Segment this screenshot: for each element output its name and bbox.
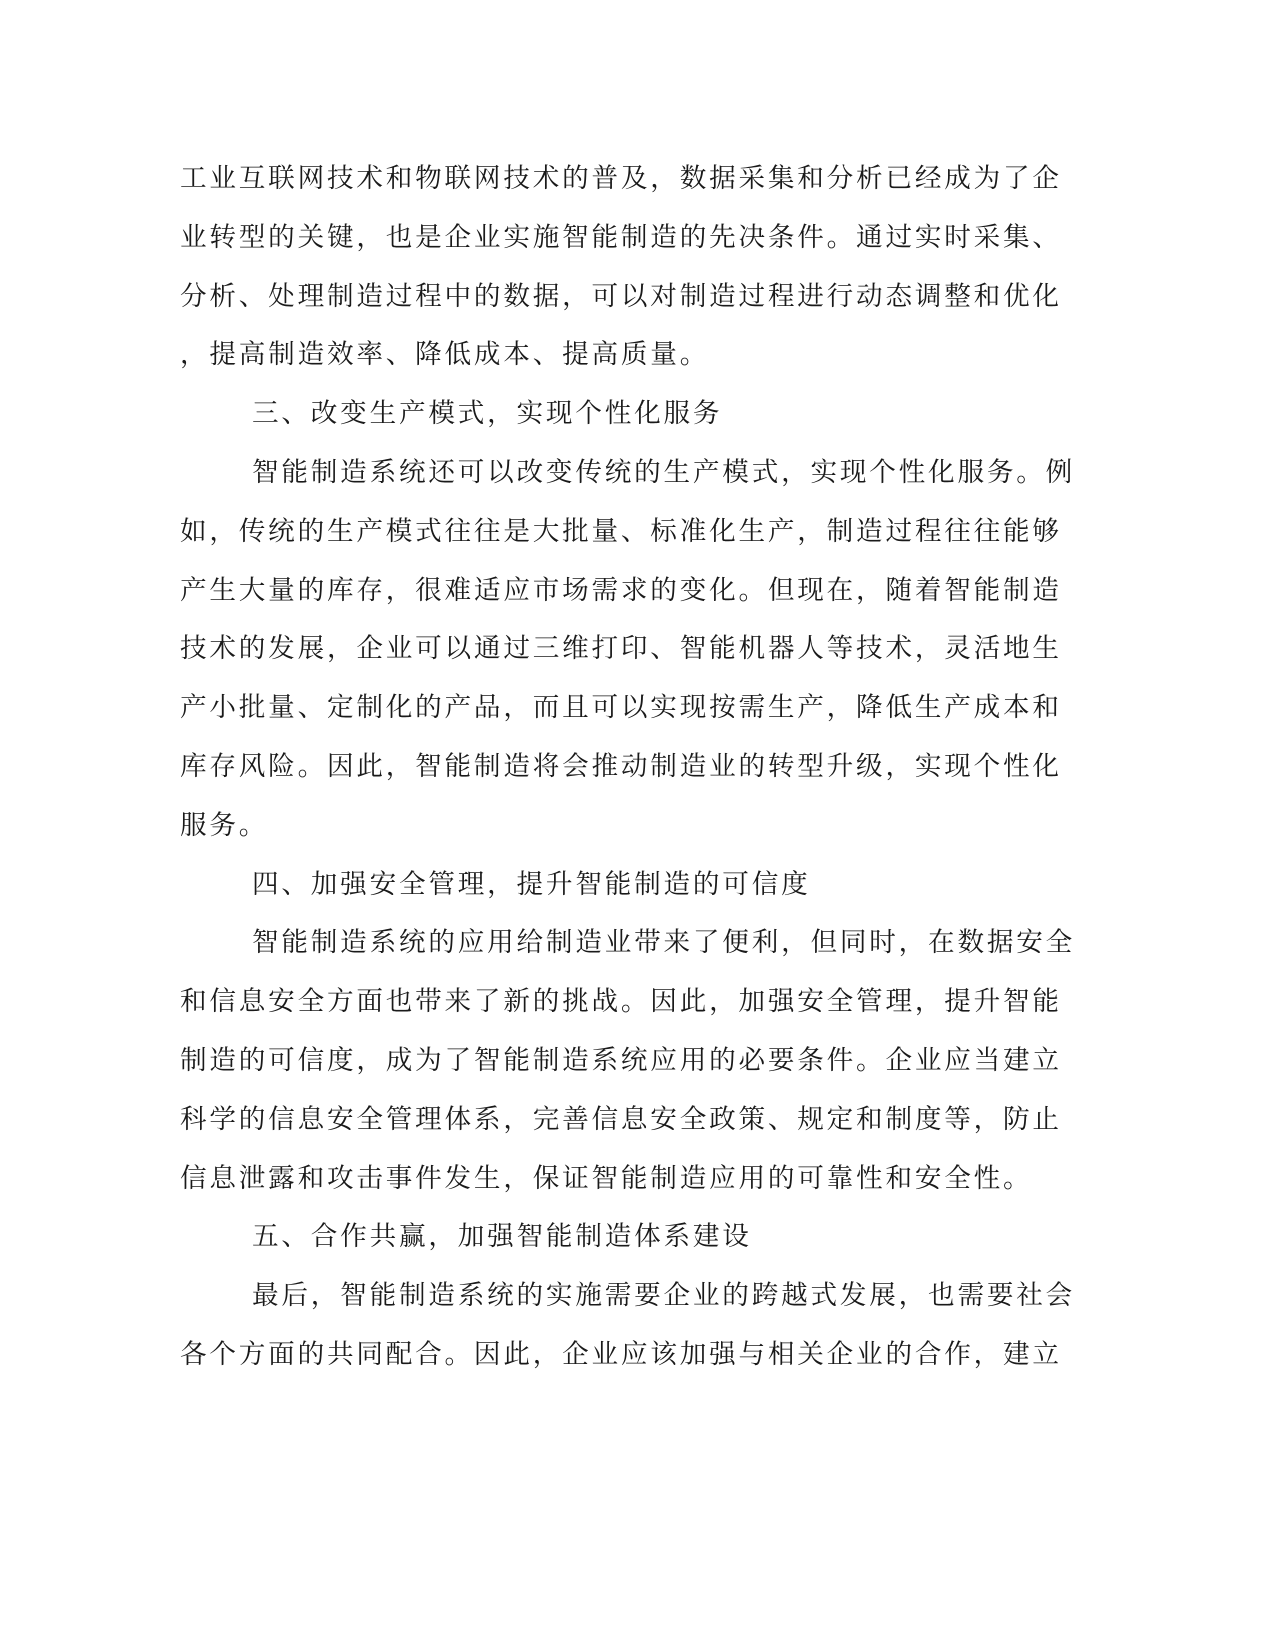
document-body bbox=[180, 150, 1076, 1385]
body-line: 产生大量的库存，很难适应市场需求的变化。但现在，随着智能制造 bbox=[180, 574, 1062, 606]
body-line: 分析、处理制造过程中的数据，可以对制造过程进行动态调整和优化 bbox=[180, 280, 1062, 312]
section-heading: 三、改变生产模式，实现个性化服务 bbox=[252, 398, 723, 430]
paragraph-first-line: 智能制造系统的应用给制造业带来了便利，但同时，在数据安全 bbox=[252, 927, 1076, 959]
body-line: 科学的信息安全管理体系，完善信息安全政策、规定和制度等，防止 bbox=[180, 1103, 1062, 1135]
section-heading: 四、加强安全管理，提升智能制造的可信度 bbox=[252, 868, 811, 900]
body-line: 服务。 bbox=[180, 809, 269, 841]
paragraph-first-line: 智能制造系统还可以改变传统的生产模式，实现个性化服务。例 bbox=[252, 456, 1076, 488]
body-line: ，提高制造效率、降低成本、提高质量。 bbox=[180, 339, 710, 371]
body-line: 制造的可信度，成为了智能制造系统应用的必要条件。企业应当建立 bbox=[180, 1044, 1062, 1076]
body-line: 如，传统的生产模式往往是大批量、标准化生产，制造过程往往能够 bbox=[180, 515, 1062, 547]
body-line: 工业互联网技术和物联网技术的普及，数据采集和分析已经成为了企 bbox=[180, 163, 1062, 194]
paragraph-first-line: 最后，智能制造系统的实施需要企业的跨越式发展，也需要社会 bbox=[252, 1280, 1076, 1312]
section-heading: 五、合作共赢，加强智能制造体系建设 bbox=[252, 1221, 752, 1253]
body-line: 库存风险。因此，智能制造将会推动制造业的转型升级，实现个性化 bbox=[180, 750, 1062, 782]
body-line: 业转型的关键，也是企业实施智能制造的先决条件。通过实时采集、 bbox=[180, 221, 1062, 253]
body-line: 各个方面的共同配合。因此，企业应该加强与相关企业的合作，建立 bbox=[180, 1338, 1062, 1370]
body-line: 和信息安全方面也带来了新的挑战。因此，加强安全管理，提升智能 bbox=[180, 986, 1062, 1018]
body-line: 信息泄露和攻击事件发生，保证智能制造应用的可靠性和安全性。 bbox=[180, 1162, 1033, 1194]
body-line: 技术的发展，企业可以通过三维打印、智能机器人等技术，灵活地生 bbox=[180, 633, 1062, 665]
body-line: 产小批量、定制化的产品，而且可以实现按需生产，降低生产成本和 bbox=[180, 692, 1062, 724]
